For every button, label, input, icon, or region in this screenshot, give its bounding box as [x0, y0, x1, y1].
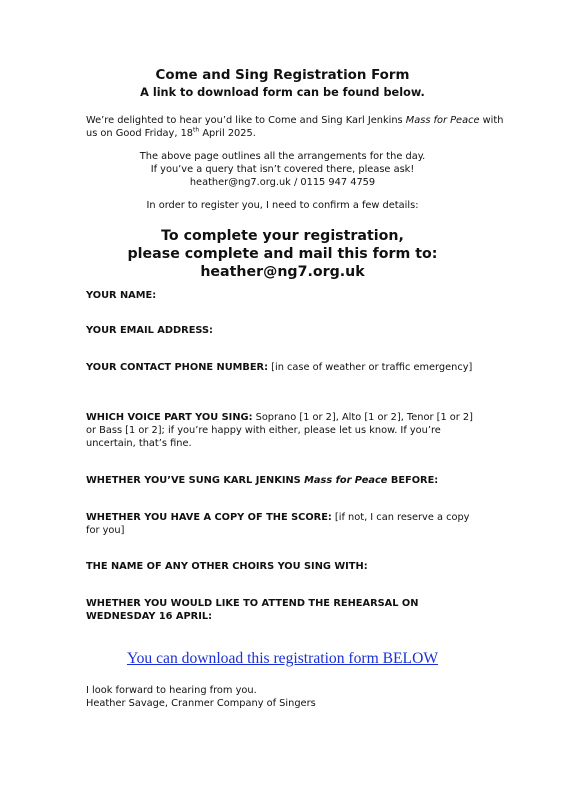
field-score-label: WHETHER YOU HAVE A COPY OF THE SCORE: [86, 512, 332, 523]
contact-details: heather@ng7.org.uk / 0115 947 4759 [189, 177, 376, 189]
intro-work-title: Mass for Peace [405, 115, 480, 126]
intro-ordinal: th [193, 126, 200, 134]
arrangements-paragraph [0, 150, 565, 190]
field-phone-label: YOUR CONTACT PHONE NUMBER: [86, 362, 269, 373]
field-rehearsal [86, 597, 486, 623]
field-other-choirs [86, 560, 486, 573]
cta-email: heather@ng7.org.uk [200, 264, 365, 280]
page-title: Come and Sing Registration Form [155, 68, 410, 83]
call-to-action [0, 227, 565, 281]
field-rehearsal-label: WHETHER YOU WOULD LIKE TO ATTEND THE REHEARSAL ON WEDNESDAY 16 APRIL: [86, 598, 419, 623]
arrangements-line-1: The above page outlines all the arrangements for the day. [139, 151, 426, 162]
field-voice [86, 411, 486, 451]
closing-text [86, 685, 316, 711]
intro-paragraph [86, 114, 506, 140]
field-sung-label-c: BEFORE: [387, 475, 439, 486]
field-phone [86, 361, 486, 374]
field-choirs-label: THE NAME OF ANY OTHER CHOIRS YOU SING WITH: [86, 561, 368, 572]
page-subtitle: A link to download form can be found below. [140, 86, 425, 99]
field-score [86, 511, 486, 537]
field-sung-before [86, 474, 486, 487]
closing-line-1: I look forward to hearing from you. [86, 685, 257, 696]
download-form-link[interactable]: You can download this registration form BELOW [126, 650, 439, 667]
field-voice-note: Soprano [1 or 2], Alto [1 or 2], Tenor [1 or 2] or Bass [1 or 2]; if you’re happy with either, please let us know. If you’re uncertain, that’s fine. [86, 412, 473, 450]
field-score-note: [if not, I can reserve a copy for you] [86, 512, 470, 537]
cta-line-2: please complete and mail this form to: [127, 246, 438, 262]
field-sung-work-title: Mass for Peace [304, 475, 388, 486]
field-name [86, 289, 486, 302]
field-email [86, 324, 486, 337]
arrangements-line-2: If you’ve a query that isn’t covered there, please ask! [150, 164, 415, 176]
field-voice-label: WHICH VOICE PART YOU SING: [86, 412, 253, 423]
field-phone-note: [in case of weather or traffic emergency] [268, 362, 473, 373]
field-email-label: YOUR EMAIL ADDRESS: [86, 325, 213, 336]
cta-line-1: To complete your registration, [161, 228, 404, 244]
field-sung-label-a: WHETHER YOU’VE SUNG KARL JENKINS [86, 475, 305, 486]
intro-text-2: with us on Good Friday, 18 [86, 115, 504, 140]
confirm-text: In order to register you, I need to confirm a few details: [146, 200, 419, 211]
signature-line: Heather Savage, Cranmer Company of Singers [86, 697, 316, 709]
intro-text-1: We’re delighted to hear you’d like to Come and Sing Karl Jenkins [86, 115, 406, 126]
field-name-label: YOUR NAME: [86, 290, 157, 301]
intro-text-3: April 2025. [199, 128, 256, 140]
